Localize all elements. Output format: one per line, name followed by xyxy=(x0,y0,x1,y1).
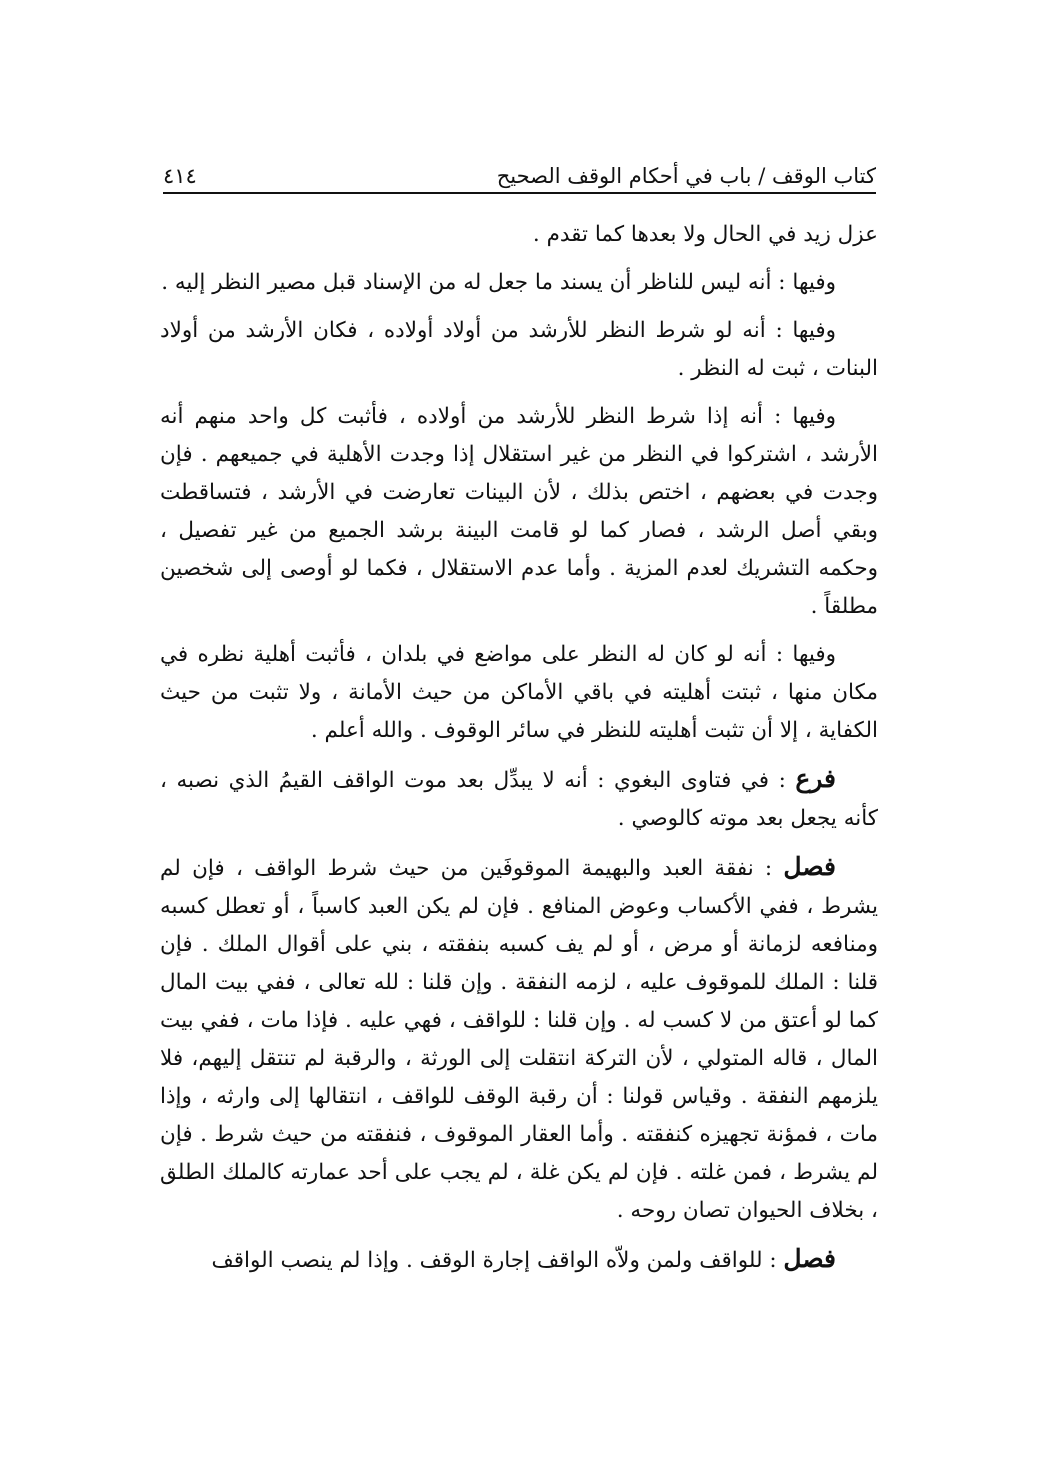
section-keyword: فصل xyxy=(783,852,836,881)
paragraph-4 xyxy=(160,398,878,626)
paragraph-text: وفيها : أنه إذا شرط النظر للأرشد من أولاده ، فأثبت كل واحد منهم أنه الأرشد ، اشتركوا في النظر من غير استقلال إذا وجدت الأهلية في جميعهم . فإن وجدت في بعضهم ، اختص بذلك ، لأن البينات تعارضت في الأرشد ، فتساقطت وبقي أصل الرشد ، فصار كما لو قامت البينة برشد الجميع من غير تفصيل ، وحكمه التشريك لعدم المزية . وأما عدم الاستقلال ، فكما لو أوصى إلى شخصين مطلقاً . xyxy=(160,404,878,619)
paragraph-1 xyxy=(160,216,878,254)
paragraph-text: : في فتاوى البغوي : أنه لا يبدِّل بعد موت الواقف القيمُ الذي نصبه ، كأنه يجعل بعد موته كالوصي . xyxy=(160,768,878,831)
page-header xyxy=(163,150,876,192)
running-title: كتاب الوقف / باب في أحكام الوقف الصحيح xyxy=(496,164,876,188)
header-rule xyxy=(163,192,876,194)
paragraph-text: : للواقف ولمن ولاّه الواقف إجارة الوقف . وإذا لم ينصب الواقف xyxy=(211,1248,784,1273)
page-number: ٤١٤ xyxy=(163,164,197,188)
paragraph-fasl-2 xyxy=(160,1240,878,1280)
section-keyword: فرع xyxy=(795,764,836,793)
paragraph-text: عزل زيد في الحال ولا بعدها كما تقدم . xyxy=(532,222,878,247)
paragraph-far xyxy=(160,760,878,838)
paragraph-5 xyxy=(160,636,878,750)
paragraph-text: وفيها : أنه لو شرط النظر للأرشد من أولاد أولاده ، فكان الأرشد من أولاد البنات ، ثبت له النظر . xyxy=(160,318,878,381)
paragraph-2 xyxy=(160,264,878,302)
paragraph-3 xyxy=(160,312,878,388)
page-body xyxy=(160,216,878,1290)
section-keyword: فصل xyxy=(783,1244,836,1273)
paragraph-text: وفيها : أنه ليس للناظر أن يسند ما جعل له من الإسناد قبل مصير النظر إليه . xyxy=(161,270,836,295)
paragraph-fasl-1 xyxy=(160,848,878,1230)
paragraph-text: وفيها : أنه لو كان له النظر على مواضع في بلدان ، فأثبت أهلية نظره في مكان منها ، ثبتت أهليته في باقي الأماكن من حيث الأمانة ، ولا تثبت من حيث الكفاية ، إلا أن تثبت أهليته للنظر في سائر الوقوف . والله أعلم . xyxy=(160,642,878,743)
paragraph-text: : نفقة العبد والبهيمة الموقوفَين من حيث شرط الواقف ، فإن لم يشرط ، ففي الأكساب وعوض المنافع . فإن لم يكن العبد كاسباً ، أو تعطل كسبه ومنافعه لزمانة أو مرض ، أو لم يف كسبه بنفقته ، بني على أقوال الملك . فإن قلنا : الملك للموقوف عليه ، لزمه النفقة . وإن قلنا : لله تعالى ، ففي بيت المال كما لو أعتق من لا كسب له . وإن قلنا : للواقف ، فهي عليه . فإذا مات ، ففي بيت المال ، قاله المتولي ، لأن التركة انتقلت إلى الورثة ، والرقبة لم تنتقل إليهم، فلا يلزمهم النفقة . وقياس قولنا : أن رقبة الوقف للواقف ، انتقالها إلى وارثه ، وإذا مات ، فمؤنة تجهيزه كنفقته . وأما العقار الموقوف ، فنفقته من حيث شرط . فإن لم يشرط ، فمن غلته . فإن لم يكن غلة ، لم يجب على أحد عمارته كالملك الطلق ، بخلاف الحيوان تصان روحه . xyxy=(160,856,878,1223)
